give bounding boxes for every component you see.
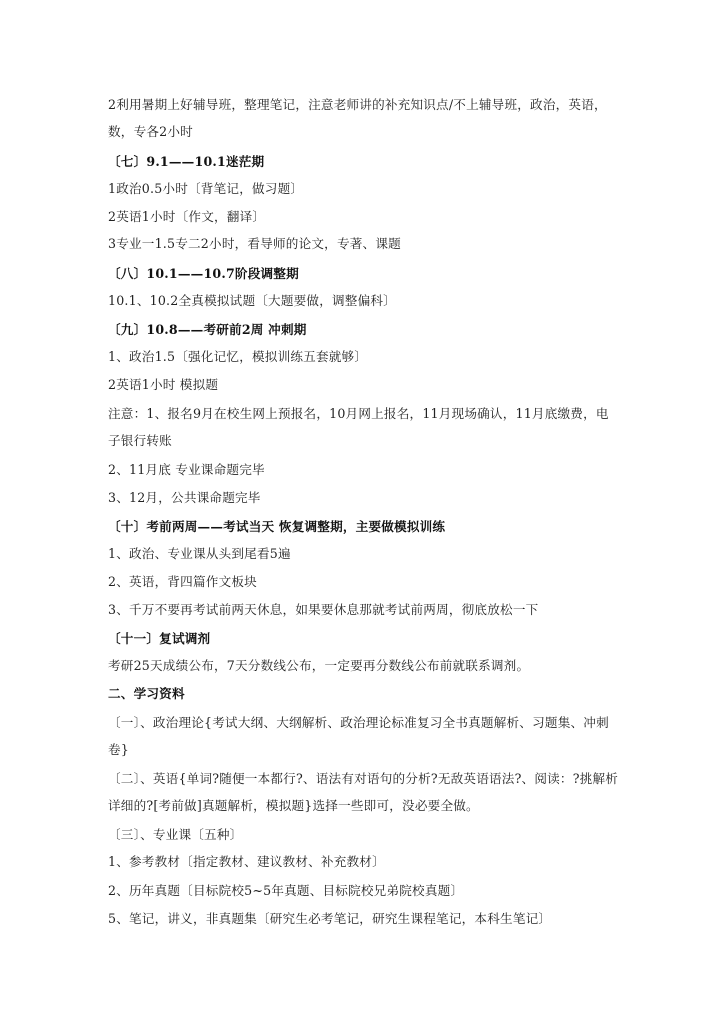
- section-heading: 二、学习资料: [108, 686, 185, 701]
- text-line: 卷}: [108, 742, 130, 757]
- text-line: 子银行转账: [108, 433, 172, 448]
- text-line: 10.1、10.2全真模拟试题〔大题要做，调整偏科〕: [108, 293, 396, 308]
- text-line: 数，专各2小时: [108, 124, 193, 139]
- text-line: 2、11月底 专业课命题完毕: [108, 462, 265, 477]
- section-heading: 〔九〕10.8——考研前2周 冲刺期: [108, 322, 307, 337]
- text-line: 2、英语，背四篇作文板块: [108, 574, 257, 589]
- text-line: 1、参考教材〔指定教材、建议教材、补充教材〕: [108, 854, 385, 869]
- text-line: 3、12月，公共课命题完毕: [108, 490, 261, 505]
- text-line: 详细的?[考前做]真题解析，模拟题}选择一些即可，没必要全做。: [108, 798, 479, 813]
- section-heading: 〔八〕10.1——10.7阶段调整期: [108, 266, 299, 281]
- text-line: 考研25天成绩公布，7天分数线公布，一定要再分数线公布前就联系调剂。: [108, 658, 530, 673]
- text-line: 注意：1、报名9月在校生网上预报名，10月网上报名，11月现场确认，11月底缴费，电: [108, 406, 609, 421]
- text-line: 〔一〕、政治理论{考试大纲、大纲解析、政治理论标准复习全书真题解析、习题集、冲刺: [108, 715, 609, 730]
- text-line: 2英语1小时 模拟题: [108, 377, 219, 392]
- text-line: 1、政治1.5〔强化记忆，模拟训练五套就够〕: [108, 349, 368, 364]
- text-line: 1政治0.5小时〔背笔记，做习题〕: [108, 181, 304, 196]
- section-heading: 〔十一〕复试调剂: [108, 631, 211, 646]
- text-line: 〔二〕、英语{单词?随便一本都行?、语法有对语句的分析?无敌英语语法?、阅读：?挑解析: [108, 771, 619, 786]
- text-line: 2利用暑期上好辅导班，整理笔记，注意老师讲的补充知识点/不上辅导班，政治，英语，: [108, 97, 607, 112]
- text-line: 2、历年真题〔目标院校5~5年真题、目标院校兄弟院校真题〕: [108, 883, 464, 898]
- text-line: 3、千万不要再考试前两天休息，如果要休息那就考试前两周，彻底放松一下: [108, 602, 539, 617]
- text-line: 3专业一1.5专二2小时，看导师的论文，专著、课题: [108, 236, 401, 251]
- text-line: 5、笔记，讲义，非真题集〔研究生必考笔记，研究生课程笔记，本科生笔记〕: [108, 911, 552, 926]
- text-line: 1、政治、专业课从头到尾看5遍: [108, 546, 291, 561]
- section-heading: 〔七〕9.1——10.1迷茫期: [108, 154, 265, 169]
- text-line: 2英语1小时〔作文，翻译〕: [108, 209, 266, 224]
- text-line: 〔三〕、专业课〔五种〕: [108, 827, 243, 842]
- section-heading: 〔十〕考前两周——考试当天 恢复调整期，主要做模拟训练: [108, 519, 446, 534]
